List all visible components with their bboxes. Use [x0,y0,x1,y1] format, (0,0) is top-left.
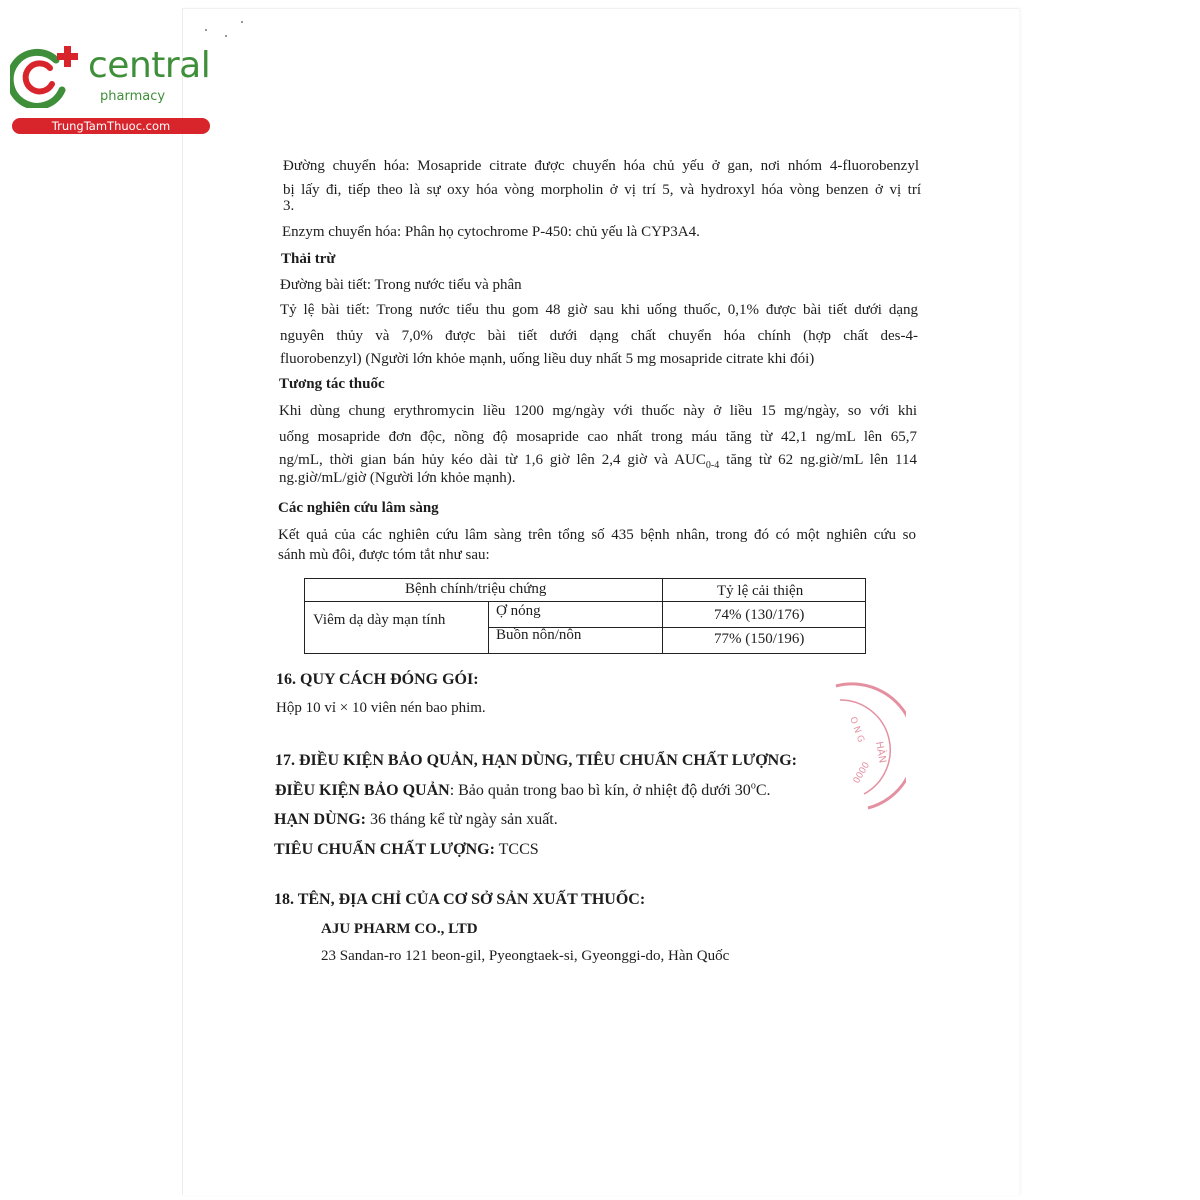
svg-text:O N G: O N G [847,715,866,744]
metabolism-line-1: Đường chuyển hóa: Mosapride citrate được chuyển hóa chủ yếu ở gan, nơi nhóm 4-fluorobenzyl [283,158,919,174]
interaction-line-2: uống mosapride đơn độc, nồng độ mosapride cao nhất trong máu tăng từ 42,1 ng/mL lên 65,7 [279,429,917,445]
table-rate: 77% (150/196) [714,631,805,647]
interaction-line-3-b: tăng từ 62 ng.giờ/mL lên 114 [719,452,917,468]
scan-speck [225,35,227,37]
clinical-line-2: sánh mù đôi, được tóm tắt như sau: [278,547,490,563]
storage-label: ĐIỀU KIỆN BẢO QUẢN [275,782,450,799]
pharmacy-cross-icon [10,38,86,108]
section-16-heading: 16. QUY CÁCH ĐÓNG GÓI: [276,671,479,688]
table-symptom: Buồn nôn/nôn [496,627,582,643]
clinical-heading: Các nghiên cứu lâm sàng [278,500,439,516]
excretion-line-1: Tỷ lệ bài tiết: Trong nước tiểu thu gom 48 giờ sau khi uống thuốc, 0,1% được bài tiết dưới dạng [280,302,918,318]
interaction-line-1: Khi dùng chung erythromycin liều 1200 mg/ngày với thuốc này ở liều 15 mg/ngày, so với khi [279,403,917,419]
expiry-line [274,810,558,830]
scan-speck [205,29,207,31]
expiry-label: HẠN DÙNG: [274,811,366,828]
table-header-condition: Bệnh chính/triệu chứng [405,581,547,597]
stamp-text: HÀN [873,740,888,765]
standard-label: TIÊU CHUẨN CHẤT LƯỢNG: [274,841,495,858]
storage-text-a: : Bảo quản trong bao bì kín, ở nhiệt độ dưới 30 [449,782,751,799]
interaction-heading: Tương tác thuốc [279,376,385,392]
storage-text-b: C. [755,782,771,799]
metabolism-enzyme: Enzym chuyển hóa: Phân họ cytochrome P-450: chủ yếu là CYP3A4. [282,224,700,240]
table-symptom: Ợ nóng [496,603,541,619]
metabolism-line-3: 3. [283,198,295,214]
interaction-line-4: ng.giờ/mL/giờ (Người lớn khỏe mạnh). [279,470,516,486]
excretion-line-2: nguyên thủy và 7,0% được bài tiết dưới dạng chất chuyển hóa chính (hợp chất des-4- [280,328,918,344]
logo-url-badge[interactable]: TrungTamThuoc.com [12,118,210,134]
standard-line [274,840,539,860]
table-divider [662,579,663,653]
interaction-line-3-a: ng/mL, thời gian bán hủy kéo dài từ 1,6 giờ lên 2,4 giờ và AUC [279,452,706,468]
degree-superscript: o [750,780,756,792]
packaging-text: Hộp 10 vỉ × 10 viên nén bao phim. [276,700,486,716]
company-address: 23 Sandan-ro 121 beon-gil, Pyeongtaek-si, Gyeonggi-do, Hàn Quốc [321,948,730,964]
scan-speck [241,21,243,23]
table-divider [488,601,489,653]
company-name: AJU PHARM CO., LTD [321,921,478,937]
excretion-heading: Thải trừ [281,251,336,267]
interaction-line-3 [279,450,917,470]
standard-text: TCCS [494,841,539,858]
table-header-rate: Tỷ lệ cải thiện [717,583,804,599]
auc-subscript: 0-4 [705,460,720,471]
excretion-line-3: fluorobenzyl) (Người lớn khỏe mạnh, uống liều duy nhất 5 mg mosapride citrate khi đói) [280,351,815,367]
logo-sub-text: pharmacy [100,89,166,104]
table-disease: Viêm dạ dày mạn tính [313,612,446,628]
central-pharmacy-logo[interactable] [10,38,215,138]
section-18-heading: 18. TÊN, ĐỊA CHỈ CỦA CƠ SỞ SẢN XUẤT THUỐC: [274,891,646,908]
table-rate: 74% (130/176) [714,607,805,623]
storage-line [275,781,770,801]
svg-text:0000: 0000 [851,760,873,786]
clinical-line-1: Kết quả của các nghiên cứu lâm sàng trên tổng số 435 bệnh nhân, trong đó có một nghiên cứu so [278,527,916,543]
section-17-heading: 17. ĐIỀU KIỆN BẢO QUẢN, HẠN DÙNG, TIÊU CHUẨN CHẤT LƯỢNG: [275,752,797,769]
red-seal-stamp [806,672,906,822]
clinical-results-table [304,578,866,654]
excretion-route: Đường bài tiết: Trong nước tiểu và phân [280,277,522,293]
metabolism-line-2: bị lấy đi, tiếp theo là sự oxy hóa vòng morpholin ở vị trí 5, và hydroxyl hóa vòng benzen ở vị trí [283,182,921,198]
logo-brand-text: central [88,45,211,86]
expiry-text: 36 tháng kể từ ngày sản xuất. [366,811,558,828]
